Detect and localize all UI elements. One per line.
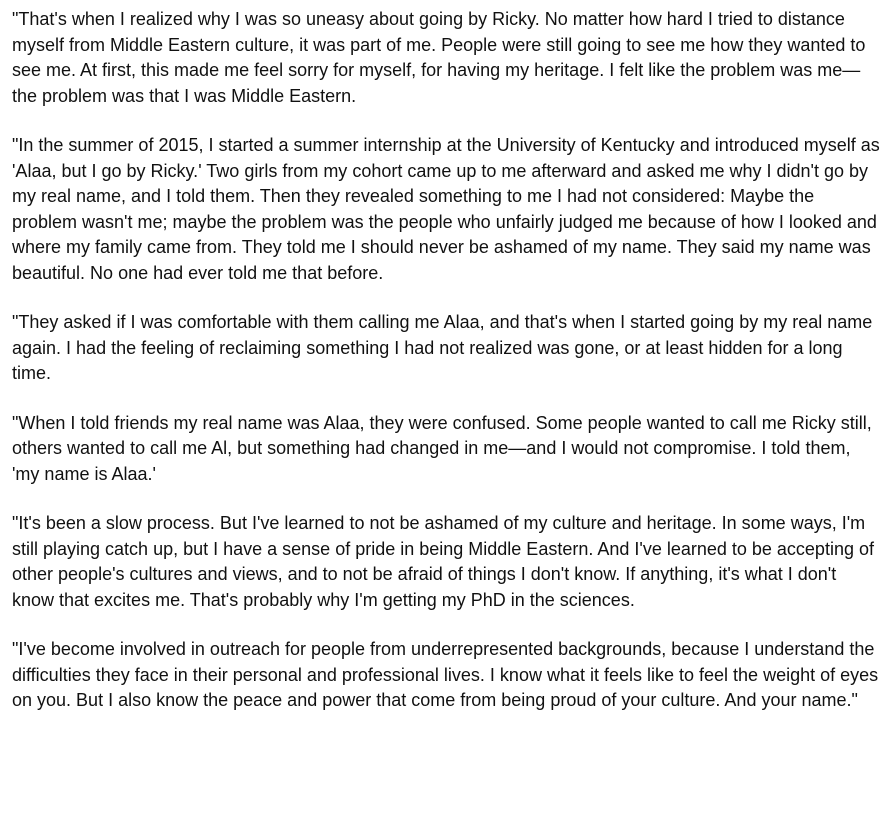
article-body <box>12 7 882 714</box>
paragraph-3: "They asked if I was comfortable with them calling me Alaa, and that's when I started going by my real name again. I had the feeling of reclaiming something I had not realized was gone, or at least hidden for a long time. <box>12 312 873 383</box>
paragraph-5: "It's been a slow process. But I've learned to not be ashamed of my culture and heritage. In some ways, I'm still playing catch up, but I have a sense of pride in being Middle Eastern. And I've learned to be accepting of other people's cultures and views, and to not be afraid of things I don't know. If anything, it's what I don't know that excites me. That's probably why I'm getting my PhD in the sciences. <box>12 513 874 610</box>
paragraph-1: "That's when I realized why I was so uneasy about going by Ricky. No matter how hard I tried to distance myself from Middle Eastern culture, it was part of me. People were still going to see me how they wanted to see me. At first, this made me feel sorry for myself, for having my heritage. I felt like the problem was me—the problem was that I was Middle Eastern. <box>12 9 866 106</box>
paragraph-2: "In the summer of 2015, I started a summer internship at the University of Kentucky and introduced myself as 'Alaa, but I go by Ricky.' Two girls from my cohort came up to me afterward and asked me why I didn't go by my real name, and I told them. Then they revealed something to me I had not considered: Maybe the problem wasn't me; maybe the problem was the people who unfairly judged me because of how I looked and where my family came from. They told me I should never be ashamed of my name. They said my name was beautiful. No one had ever told me that before. <box>12 135 880 283</box>
paragraph-6: "I've become involved in outreach for people from underrepresented backgrounds, because I understand the difficulties they face in their personal and professional lives. I know what it feels like to feel the weight of eyes on you. But I also know the peace and power that come from being proud of your culture. And your name." <box>12 639 879 710</box>
paragraph-4: "When I told friends my real name was Alaa, they were confused. Some people wanted to call me Ricky still, others wanted to call me Al, but something had changed in me—and I would not compromise. I told them, 'my name is Alaa.' <box>12 412 872 484</box>
